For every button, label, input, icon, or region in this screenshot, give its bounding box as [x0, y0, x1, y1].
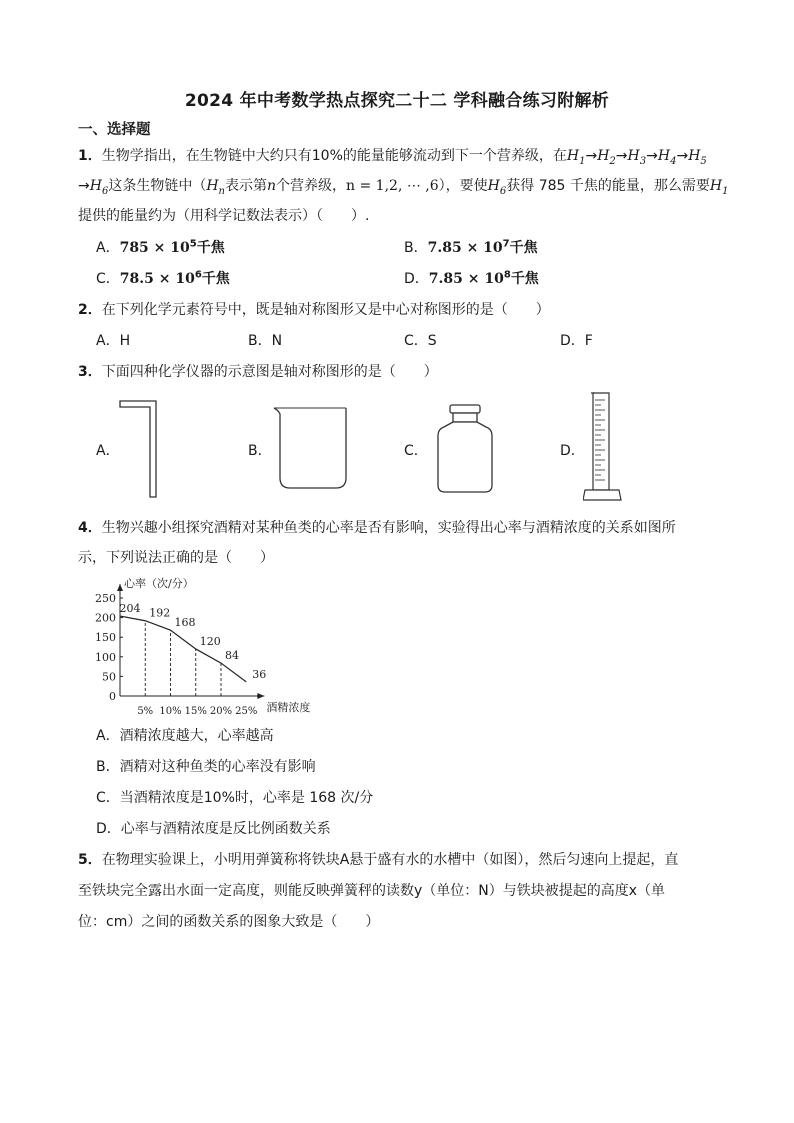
data-label: 120	[199, 634, 221, 648]
q3-option-d[interactable]: D．	[560, 443, 585, 459]
q1-number: 1．	[78, 148, 102, 164]
q5-line-1: 5．在物理实验课上，小明用弹簧称将铁块A悬于盛有水的水槽中（如图），然后匀速向上提起，直	[78, 852, 679, 868]
q2-option-a[interactable]: A．H	[96, 333, 131, 349]
q4-option-b[interactable]: B．酒精对这种鱼类的心率没有影响	[96, 759, 316, 775]
q2-option-b[interactable]: B．N	[248, 333, 283, 349]
q4-line-1: 4．生物兴趣小组探究酒精对某种鱼类的心率是否有影响，实验得出心率与酒精浓度的关系如图所	[78, 520, 676, 536]
x-tick-label: 20%	[209, 706, 233, 717]
q1-text-h: 提供的能量约为（用科学记数法表示）（ ）.	[78, 208, 370, 224]
y-axis-label: 心率（次/分）	[124, 577, 194, 590]
q1-option-d[interactable]: D．$7.85 \times 10^8$千焦	[404, 269, 539, 287]
data-label: 84	[225, 649, 239, 663]
data-label: 168	[174, 616, 196, 630]
q5-line-2: 至铁块完全露出水面一定高度，则能反映弹簧秤的读数y（单位：N）与铁块被提起的高度x（单	[78, 883, 666, 899]
q1-option-b[interactable]: B．$7.85 \times 10^7$千焦	[404, 238, 538, 256]
x-tick-label: 5%	[137, 706, 154, 717]
q2-option-c[interactable]: C．S	[404, 333, 437, 349]
q1-line-3	[78, 206, 369, 226]
y-tick-label: 100	[95, 650, 116, 664]
x-tick-label: 15%	[184, 706, 207, 717]
q3-option-a[interactable]: A．	[96, 443, 120, 459]
data-label: 36	[252, 667, 267, 681]
y-tick-label: 150	[95, 631, 116, 645]
q1-option-a[interactable]: A．$785 \times 10^5$千焦	[96, 238, 225, 256]
q5-line-3: 位：cm）之间的函数关系的图象大致是（ ）	[78, 914, 380, 930]
y-tick-label: 50	[102, 670, 116, 684]
q2-stem: 2．在下列化学元素符号中，既是轴对称图形又是中心对称图形的是（ ）	[78, 302, 550, 318]
section-heading: 一、选择题	[78, 122, 151, 138]
q4-option-d[interactable]: D．心率与酒精浓度是反比例函数关系	[96, 821, 331, 837]
heart-rate-chart	[84, 574, 334, 720]
q3-option-b[interactable]: B．	[248, 443, 272, 459]
q2-option-d[interactable]: D．F	[560, 333, 593, 349]
q1-text-b: 这条生物链中（	[108, 178, 207, 194]
page-title: 2024 年中考数学热点探究二十二 学科融合练习附解析	[184, 91, 610, 111]
q3-stem: 3．下面四种化学仪器的示意图是轴对称图形的是（ ）	[78, 364, 438, 380]
data-label: 204	[119, 602, 141, 616]
q1-n-range: n = 1,2, ⋯ ,6	[346, 178, 439, 194]
beaker-figure	[268, 404, 352, 492]
graduated-cylinder-figure	[583, 390, 627, 506]
q1-line-1: 1．生物学指出，在生物链中大约只有10%的能量能够流动到下一个营养级，在$H_1\to H_2\to H_3\to H_4\to H_5$	[78, 148, 707, 167]
y-axis-arrow	[117, 584, 123, 591]
y-tick-label: 200	[95, 611, 116, 625]
x-axis-arrow	[257, 693, 264, 699]
reagent-bottle-figure	[434, 403, 496, 495]
q1-text-a: 生物学指出，在生物链中大约只有10%的能量能够流动到下一个营养级，在	[101, 148, 567, 164]
q4-option-a[interactable]: A．酒精浓度越大，心率越高	[96, 728, 274, 744]
q3-option-c[interactable]: C．	[404, 443, 428, 459]
x-tick-label: 25%	[235, 706, 258, 717]
data-label: 192	[149, 606, 171, 620]
q1-line-2: $\to H_6$这条生物链中（$H_n$表示第n个营养级，n = 1,2, ⋯ ,6），要使$H_6$获得 785 千焦的能量，那么需要$H_1$	[78, 178, 729, 197]
x-axis-label: 酒精浓度	[266, 701, 311, 714]
bent-tube-figure	[116, 398, 160, 500]
q1-option-c[interactable]: C．$78.5 \times 10^6$千焦	[96, 269, 230, 287]
q4-option-c[interactable]: C．当酒精浓度是10%时，心率是 168 次/分	[96, 790, 374, 806]
y-tick-label: 250	[95, 592, 116, 605]
y-tick-label: 0	[109, 690, 116, 703]
q4-line-2: 示，下列说法正确的是（ ）	[78, 550, 274, 566]
x-tick-label: 10%	[159, 706, 182, 717]
